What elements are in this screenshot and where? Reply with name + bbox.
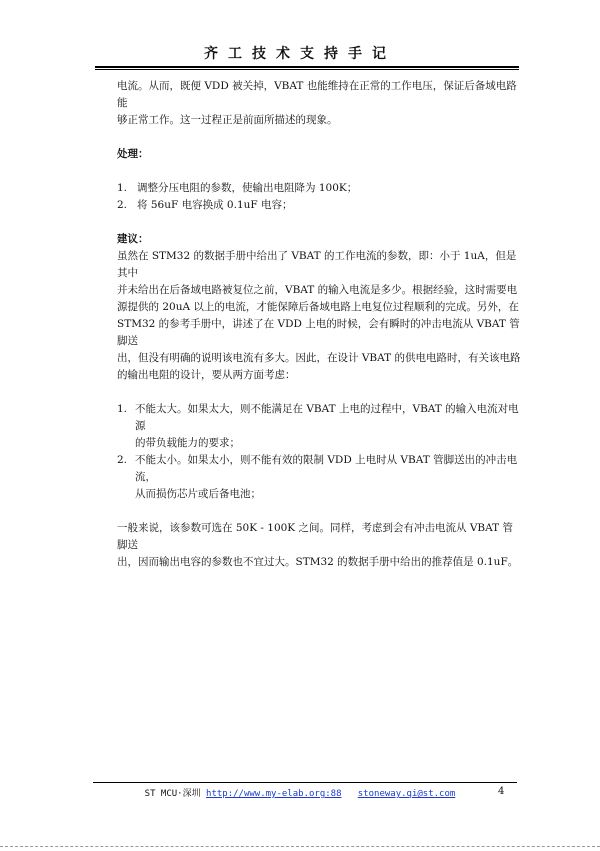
- footer-rule: [93, 782, 517, 783]
- header-rule-thin: [95, 69, 519, 70]
- list-text: 不能太小。如果太小，则不能有效的限制 VDD 上电时从 VBAT 管脚送出的冲击电流，: [135, 454, 518, 483]
- paragraph-line: 的输出电阻的设计，要从两方面考虑：: [117, 369, 296, 381]
- page-header-title: 齐工技术支持手记: [204, 46, 396, 62]
- list-item: [117, 180, 521, 197]
- paragraph-line: 一般来说，该参数可选在 50K - 100K 之间。同样，考虑到会有冲击电流从 VBAT 管脚送: [117, 522, 513, 551]
- paragraph-line: 电流。从而，既便 VDD 被关掉，VBAT 也能维持在正常的工作电压，保证后备域电路能: [117, 80, 517, 109]
- list-text: 调整分压电阻的参数，使输出电阻降为 100K；: [137, 182, 358, 194]
- list-number: 2.: [117, 454, 128, 466]
- list-item: [117, 401, 521, 452]
- paragraph-line: 并未给出在后备域电路被复位之前，VBAT 的输入电流是多少。根据经验，这时需要电: [117, 284, 518, 296]
- section-heading-suggestion: 建议：: [117, 233, 149, 245]
- footer-url-link[interactable]: http://www.my-elab.org:88: [206, 789, 342, 799]
- section-heading-handling: 处理：: [117, 148, 149, 160]
- list-number: 1.: [117, 182, 128, 194]
- paragraph-line: 虽然在 STM32 的数据手册中给出了 VBAT 的工作电流的参数，即：小于 1uA，但是其中: [117, 250, 517, 279]
- footer-email-link[interactable]: stoneway.qi@st.com: [357, 789, 456, 799]
- list-text: 的带负载能力的要求；: [135, 437, 240, 449]
- paragraph-line: STM32 的参考手册中，讲述了在 VDD 上电的时候，会有瞬时的冲击电流从 VBAT 管脚送: [117, 318, 520, 347]
- page-number: 4: [498, 786, 505, 797]
- header-rule: [95, 66, 519, 68]
- page-bottom-divider: [0, 846, 600, 847]
- list-item: [117, 197, 521, 214]
- paragraph-line: 源提供的 20uA 以上的电流，才能保障后备域电路上电复位过程顺利的完成。另外，在: [117, 301, 519, 313]
- list-number: 1.: [117, 403, 128, 415]
- page-footer: [0, 786, 600, 799]
- list-text: 从而损伤芯片或后备电池；: [135, 488, 261, 500]
- list-text: 将 56uF 电容换成 0.1uF 电容；: [137, 199, 293, 211]
- footer-prefix: ST MCU·深圳: [144, 789, 201, 799]
- list-item: [117, 452, 521, 503]
- paragraph-line: 出，但没有明确的说明该电流有多大。因此，在设计 VBAT 的供电电路时，有关该电路: [117, 352, 521, 364]
- document-body: [117, 78, 521, 571]
- list-text: 不能太大。如果太大，则不能满足在 VBAT 上电的过程中，VBAT 的输入电流对电源: [135, 403, 519, 432]
- paragraph-line: 够正常工作。这一过程正是前面所描述的现象。: [117, 114, 338, 126]
- list-number: 2.: [117, 199, 128, 211]
- paragraph-line: 出，因而输出电容的参数也不宜过大。STM32 的数据手册中给出的推荐值是 0.1uF。: [117, 556, 519, 568]
